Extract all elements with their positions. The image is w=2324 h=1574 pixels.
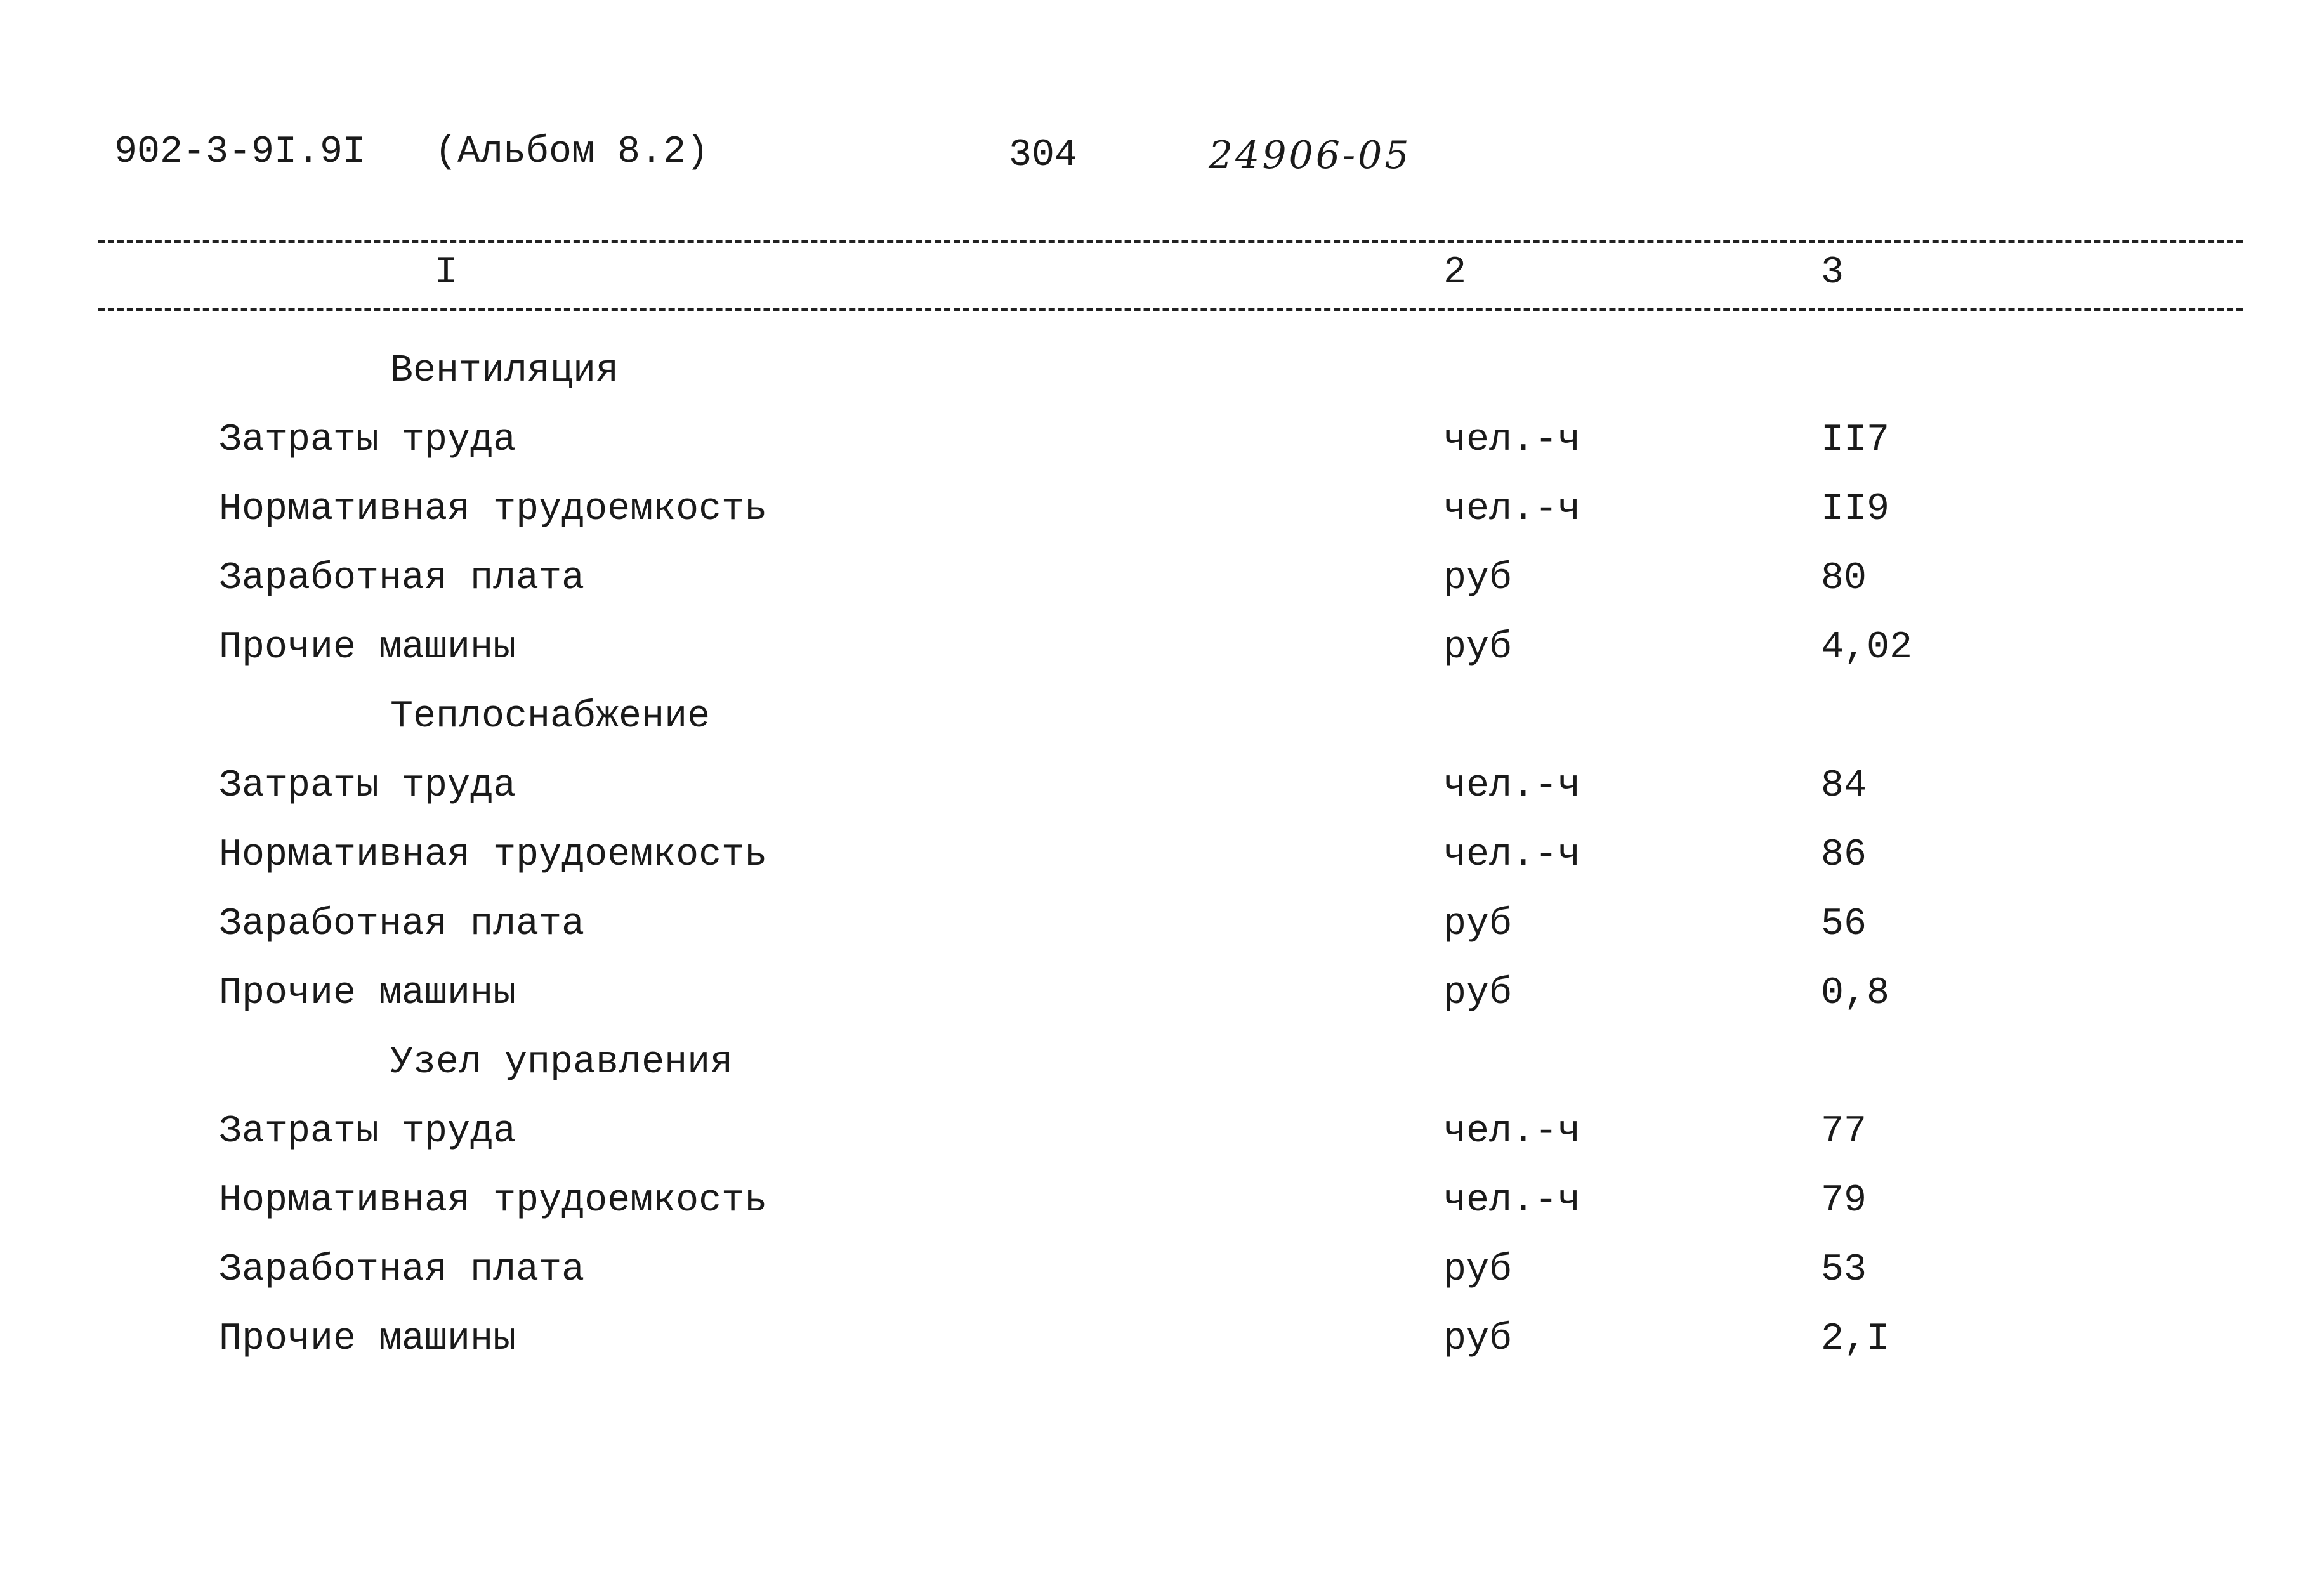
section-title: Теплоснабжение: [390, 695, 711, 738]
value-cell: 56: [1821, 903, 1867, 946]
document-code: 902-3-9I.9I: [114, 131, 366, 174]
value-cell: II7: [1821, 419, 1890, 462]
column-header-1: I: [435, 251, 458, 294]
table-row: [0, 421, 2324, 490]
indicator-name: Прочие машины: [219, 626, 516, 669]
section-heading-row: [0, 352, 2324, 421]
handwritten-number: 24906-05: [1209, 133, 1412, 178]
table-row: [0, 1320, 2324, 1389]
indicator-name: Затраты труда: [219, 1110, 516, 1153]
table-row: [0, 1110, 2324, 1182]
value-cell: 53: [1821, 1249, 1867, 1292]
unit-cell: чел.-ч: [1443, 764, 1581, 808]
album-label: (Альбом 8.2): [435, 131, 709, 174]
value-cell: 2,I: [1821, 1318, 1890, 1361]
table-row: [0, 836, 2324, 905]
table-row: [0, 626, 2324, 698]
indicator-name: Прочие машины: [219, 972, 516, 1015]
indicator-name: Затраты труда: [219, 764, 516, 808]
table-row: [0, 1251, 2324, 1320]
unit-cell: чел.-ч: [1443, 488, 1581, 531]
unit-cell: руб: [1443, 1318, 1513, 1361]
section-title: Узел управления: [390, 1041, 733, 1084]
value-cell: 80: [1821, 557, 1867, 600]
table-row: [0, 490, 2324, 560]
table-header-rule: [98, 308, 2243, 311]
unit-cell: чел.-ч: [1443, 419, 1581, 462]
unit-cell: руб: [1443, 557, 1513, 600]
table-row: [0, 905, 2324, 974]
unit-cell: руб: [1443, 903, 1513, 946]
table-row: [0, 974, 2324, 1044]
value-cell: 84: [1821, 764, 1867, 808]
table-row: [0, 557, 2324, 629]
indicator-name: Заработная плата: [219, 1249, 585, 1292]
unit-cell: руб: [1443, 1249, 1513, 1292]
table-row: [0, 764, 2324, 836]
value-cell: 77: [1821, 1110, 1867, 1153]
table-row: [0, 1179, 2324, 1251]
indicator-name: Заработная плата: [219, 557, 585, 600]
value-cell: 0,8: [1821, 972, 1890, 1015]
column-header-2: 2: [1443, 251, 1467, 294]
unit-cell: чел.-ч: [1443, 1110, 1581, 1153]
unit-cell: руб: [1443, 972, 1513, 1015]
table-top-rule: [98, 240, 2243, 243]
indicator-name: Заработная плата: [219, 903, 585, 946]
value-cell: 4,02: [1821, 626, 1913, 669]
indicator-name: Затраты труда: [219, 419, 516, 462]
indicator-name: Нормативная трудоемкость: [219, 1179, 768, 1223]
page-number: 304: [1009, 134, 1078, 177]
table-body: [0, 352, 2324, 1389]
section-heading-row: [0, 695, 2324, 767]
value-cell: 86: [1821, 834, 1867, 877]
section-heading-row: [0, 1041, 2324, 1113]
indicator-name: Прочие машины: [219, 1318, 516, 1361]
column-header-3: 3: [1821, 251, 1844, 294]
value-cell: II9: [1821, 488, 1890, 531]
indicator-name: Нормативная трудоемкость: [219, 488, 768, 531]
indicator-name: Нормативная трудоемкость: [219, 834, 768, 877]
unit-cell: руб: [1443, 626, 1513, 669]
unit-cell: чел.-ч: [1443, 1179, 1581, 1223]
section-title: Вентиляция: [390, 350, 619, 393]
value-cell: 79: [1821, 1179, 1867, 1223]
unit-cell: чел.-ч: [1443, 834, 1581, 877]
